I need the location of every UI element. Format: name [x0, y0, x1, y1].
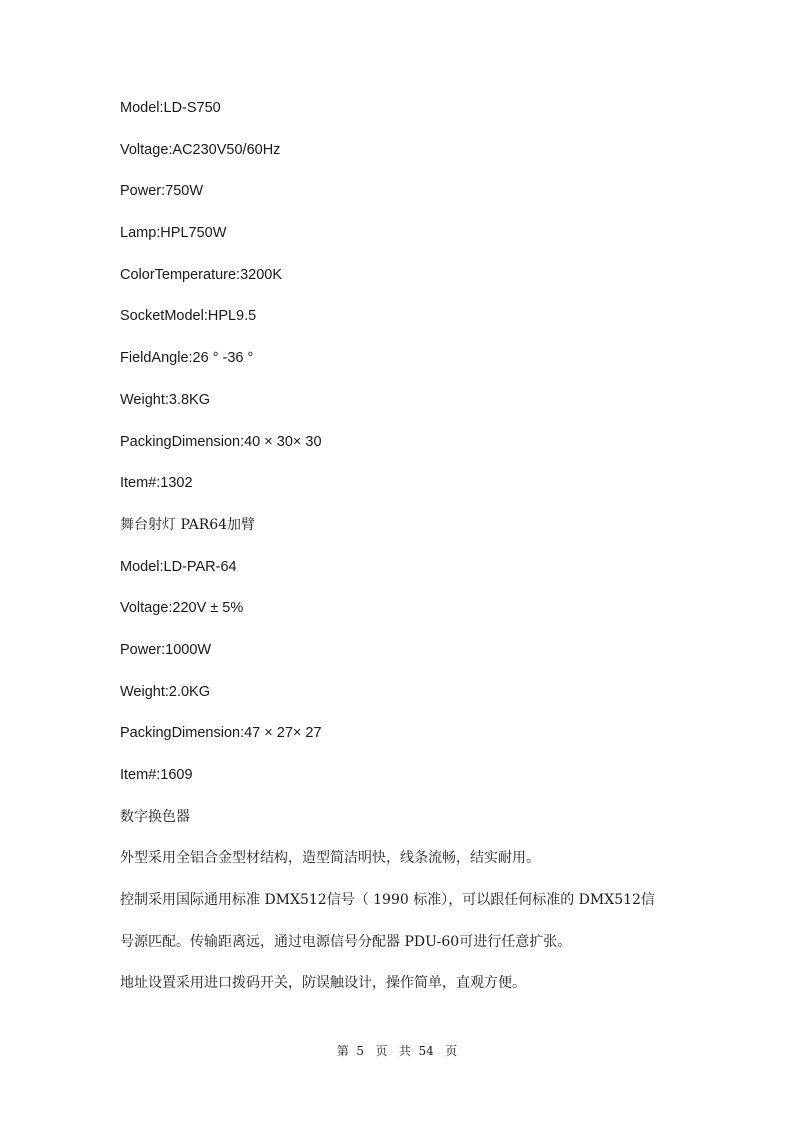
- spec-voltage-line: Voltage:AC230V50/60Hz: [120, 141, 281, 158]
- spec-color-temperature-line: ColorTemperature:3200K: [120, 266, 283, 283]
- spec-weight-line: Weight:3.8KG: [120, 391, 211, 408]
- spec-model-line: Model:LD-PAR-64: [120, 558, 237, 575]
- spec-power-line: Power:1000W: [120, 641, 212, 658]
- spec-packing-dimension-line: PackingDimension:47 × 27× 27: [120, 725, 322, 742]
- spec-power-line: Power:750W: [120, 183, 204, 200]
- spec-model-line: Model:LD-S750: [120, 100, 221, 116]
- description-paragraph: 控制采用国际通用标准 DMX512信号（ 1990 标准），可以跟任何标准的 DMX512信: [120, 892, 655, 909]
- page-number-footer: 第 5 页 共 54 页: [336, 1044, 458, 1058]
- spec-packing-dimension-line: PackingDimension:40 × 30× 30: [120, 433, 322, 450]
- spec-lamp-line: Lamp:HPL750W: [120, 225, 227, 242]
- product-heading-color-changer: 数字换色器: [120, 808, 190, 825]
- spec-socket-model-line: SocketModel:HPL9.5: [120, 308, 257, 325]
- description-paragraph: 外型采用全铝合金型材结构，造型简洁明快，线条流畅，结实耐用。: [120, 850, 540, 867]
- spec-weight-line: Weight:2.0KG: [120, 683, 211, 700]
- spec-item-number-line: Item#:1609: [120, 767, 193, 783]
- description-paragraph: 地址设置采用进口拨码开关，防误触设计，操作简单，直观方便。: [120, 975, 526, 992]
- spec-field-angle-line: FieldAngle:26 ° -36 °: [120, 350, 254, 367]
- description-paragraph: 号源匹配。传输距离远，通过电源信号分配器 PDU-60可进行任意扩张。: [120, 933, 572, 950]
- spec-item-number-line: Item#:1302: [120, 475, 193, 492]
- document-body: [120, 98, 700, 1015]
- spec-voltage-line: Voltage:220V ± 5%: [120, 600, 244, 617]
- product-heading-par64: 舞台射灯 PAR64加臂: [120, 516, 256, 533]
